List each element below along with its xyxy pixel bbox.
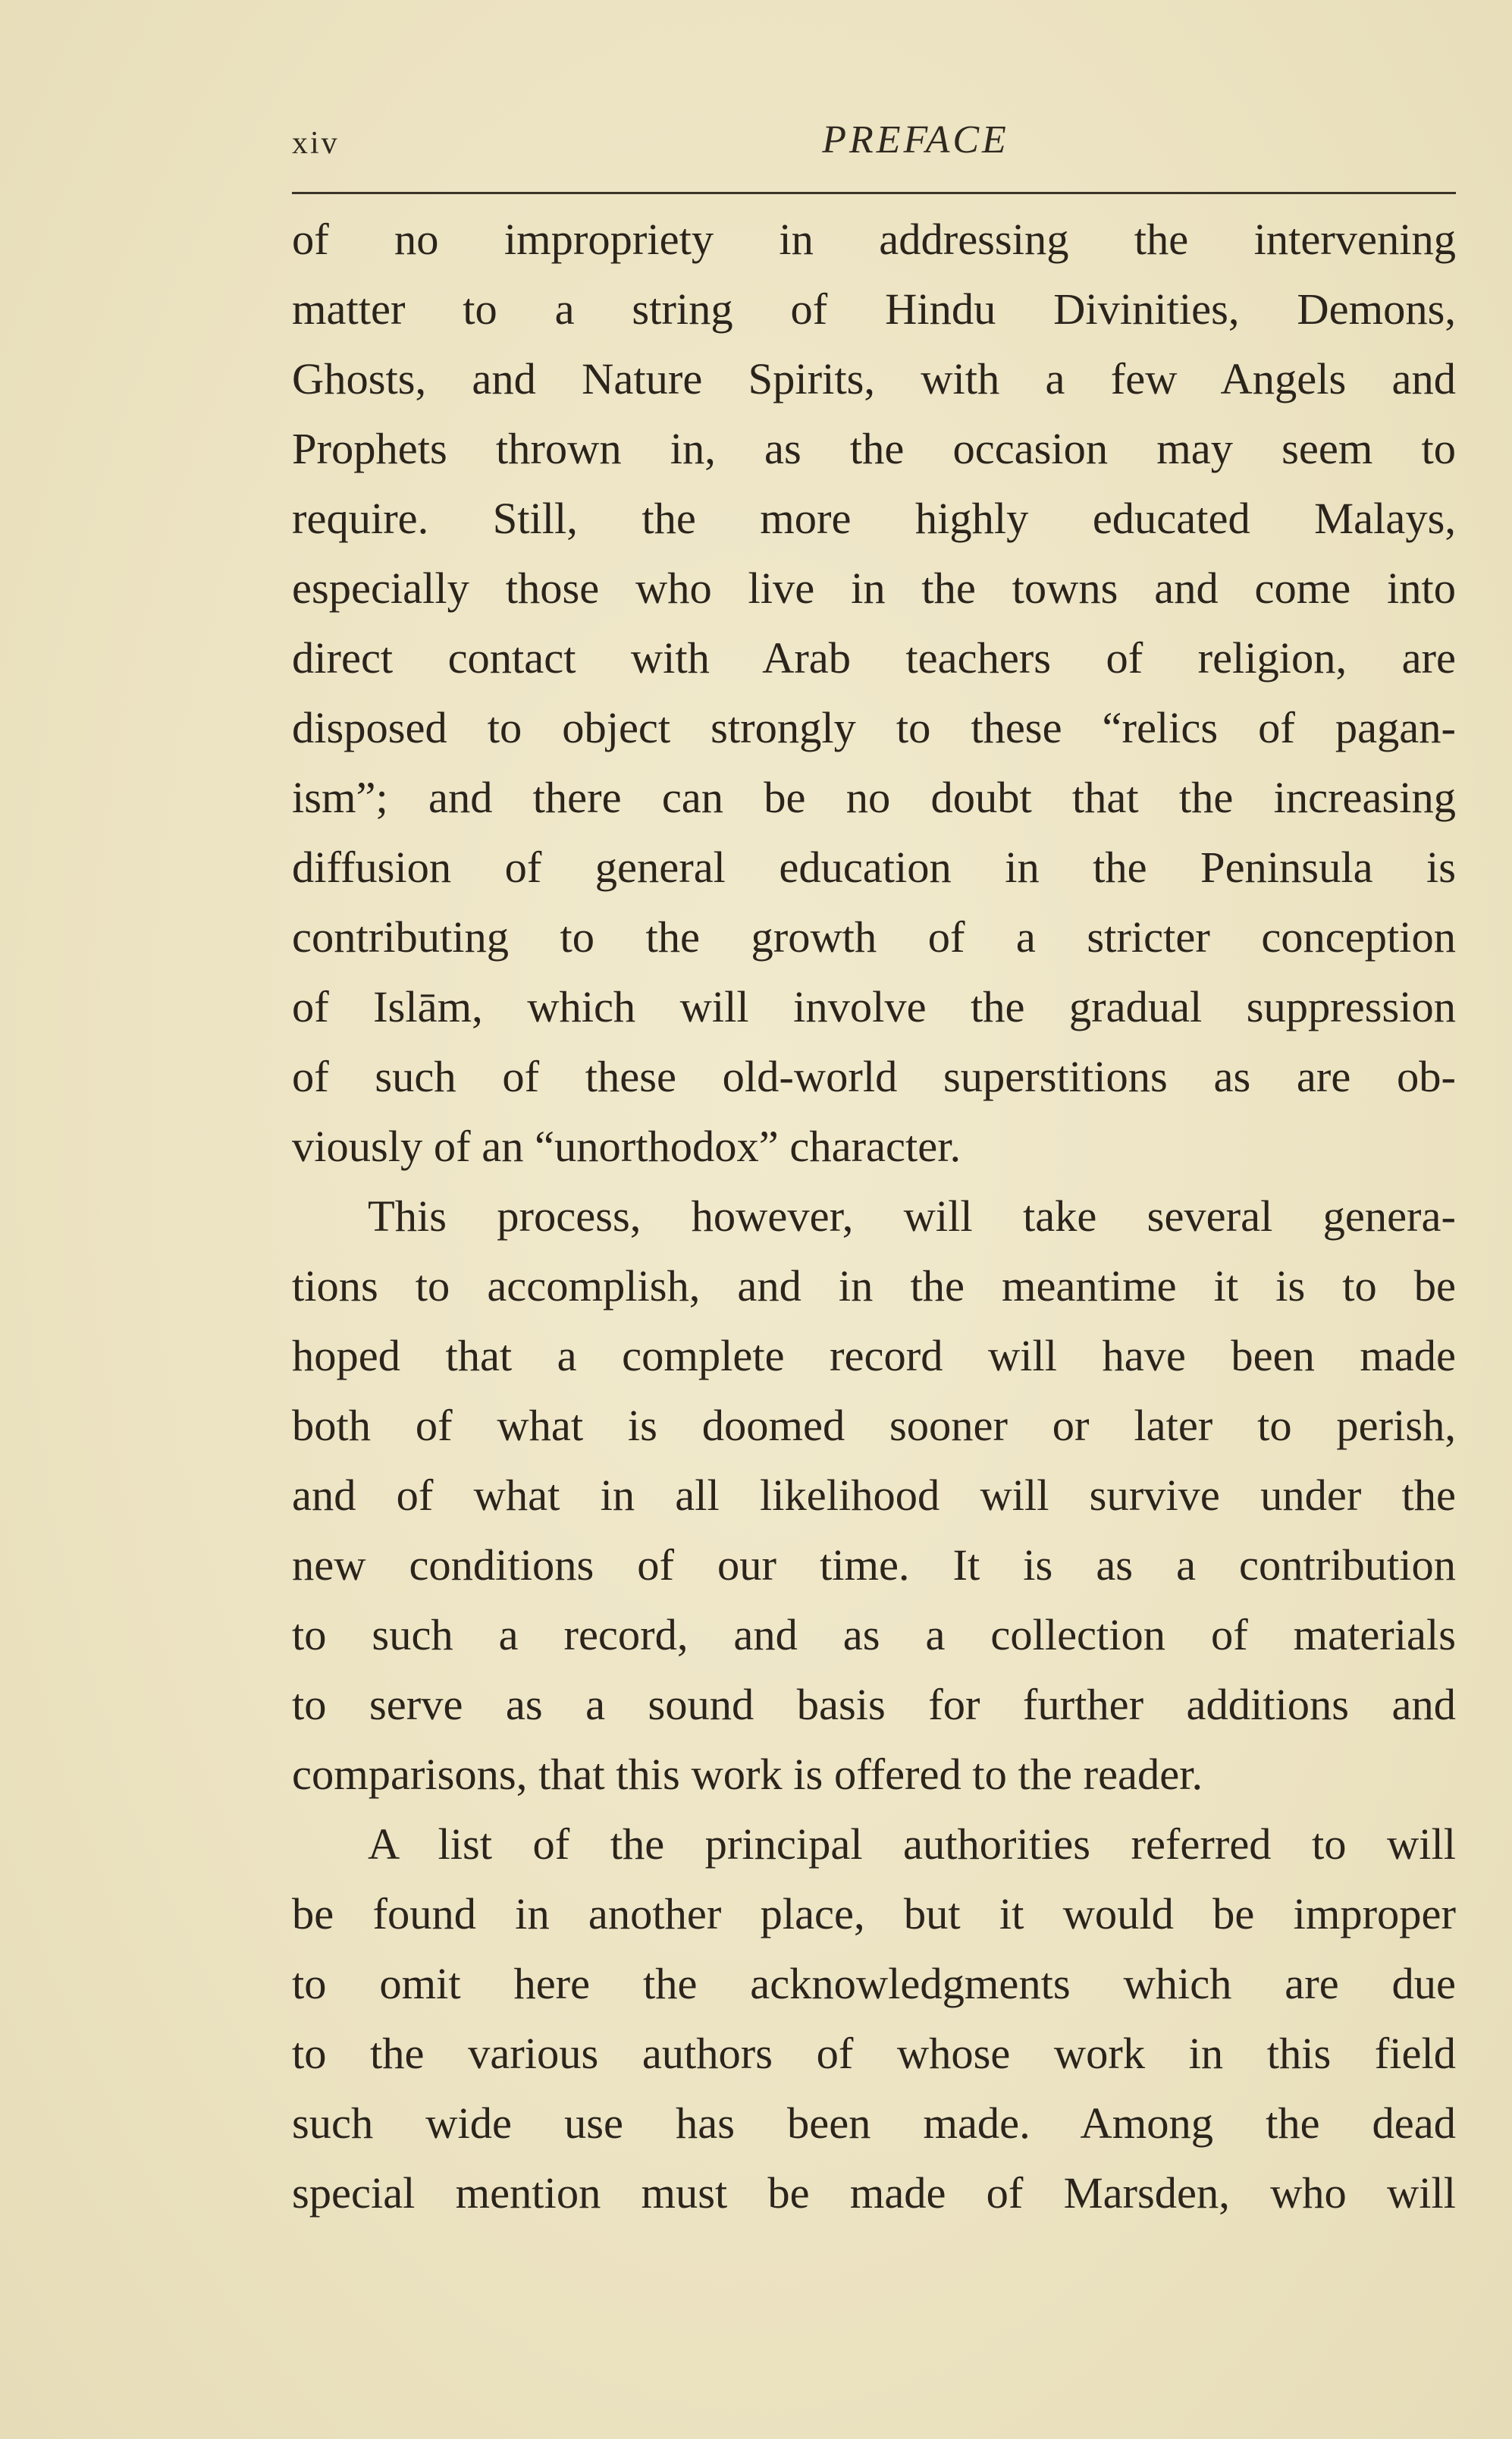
paragraph <box>292 1810 1456 2228</box>
body-text <box>292 205 1456 2228</box>
text-line: Prophets thrown in, as the occasion may seem to <box>292 424 1456 473</box>
running-head <box>292 118 1456 171</box>
text-line: to the various authors of whose work in this field <box>292 2029 1456 2078</box>
text-line: such wide use has been made. Among the dead <box>292 2098 1456 2148</box>
text-line: new conditions of our time. It is as a contribution <box>292 1540 1456 1590</box>
text-line: and of what in all likelihood will survive under the <box>292 1471 1456 1520</box>
text-line: to omit here the acknowledgments which are due <box>292 1959 1456 2008</box>
text-line: viously of an “unorthodox” character. <box>292 1122 961 1171</box>
text-line: direct contact with Arab teachers of religion, are <box>292 633 1456 683</box>
text-line: of Islām, which will involve the gradual suppression <box>292 982 1456 1031</box>
book-page <box>292 0 1456 2439</box>
text-line: to such a record, and as a collection of materials <box>292 1610 1456 1659</box>
text-line: tions to accomplish, and in the meantime it is to be <box>292 1261 1456 1311</box>
paragraph <box>292 1182 1456 1810</box>
page-number: xiv <box>292 126 340 161</box>
text-line: especially those who live in the towns and come into <box>292 563 1456 613</box>
text-line: both of what is doomed sooner or later to perish, <box>292 1401 1456 1450</box>
text-line: to serve as a sound basis for further additions and <box>292 1680 1456 1729</box>
text-line: Ghosts, and Nature Spirits, with a few Angels and <box>292 354 1456 403</box>
text-line: A list of the principal authorities referred to will <box>368 1819 1456 1869</box>
text-line: require. Still, the more highly educated Malays, <box>292 494 1456 543</box>
running-title: PREFACE <box>822 118 1009 162</box>
paragraph <box>292 205 1456 1182</box>
text-line: be found in another place, but it would be improper <box>292 1889 1456 1938</box>
text-line: disposed to object strongly to these “relics of pagan- <box>292 703 1456 752</box>
text-line: diffusion of general education in the Peninsula is <box>292 843 1456 892</box>
text-line: hoped that a complete record will have been made <box>292 1331 1456 1380</box>
text-line: ism”; and there can be no doubt that the increasing <box>292 773 1456 822</box>
text-line: matter to a string of Hindu Divinities, Demons, <box>292 284 1456 334</box>
text-line: of such of these old-world superstitions as are ob- <box>292 1052 1456 1101</box>
text-line: contributing to the growth of a stricter conception <box>292 912 1456 962</box>
text-line: This process, however, will take several genera- <box>368 1191 1456 1241</box>
text-line: of no impropriety in addressing the intervening <box>292 215 1456 264</box>
header-rule <box>292 192 1456 194</box>
text-line: comparisons, that this work is offered to the reader. <box>292 1750 1203 1799</box>
text-line: special mention must be made of Marsden, who will <box>292 2168 1456 2218</box>
